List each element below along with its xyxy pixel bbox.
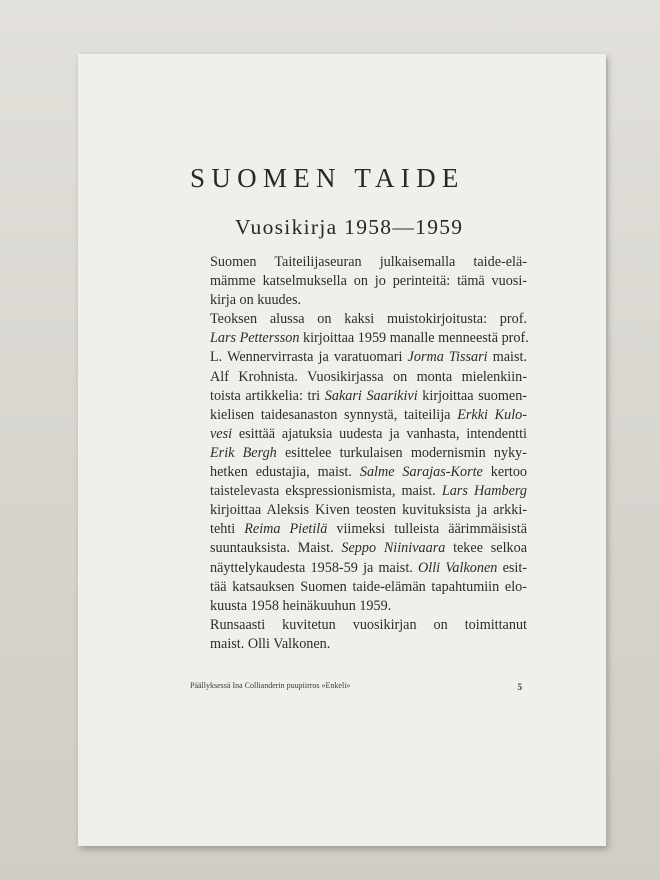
text-line (190, 310, 527, 329)
text-line (190, 387, 527, 406)
italic-name: Lars Pettersson (210, 330, 300, 347)
text-line (190, 559, 527, 578)
text-run: L. Wennervirrasta ja varatuomari (210, 349, 408, 366)
text-line (190, 635, 527, 654)
text-run: tekee selkoa (445, 540, 528, 557)
italic-name: Seppo Niinivaara (341, 540, 446, 557)
text-line (190, 463, 527, 482)
body-paragraph (190, 310, 527, 616)
text-run: suuntauksista. Maist. (210, 540, 342, 557)
text-run: Alf Krohnista. Vuosikirjassa on monta mielenkiin- (210, 368, 527, 385)
book-title: SUOMEN TAIDE (190, 163, 465, 193)
book-subtitle: Vuosikirja 1958—1959 (235, 215, 464, 239)
text-run: Teoksen alussa on kaksi muistokirjoitusta: prof. (210, 311, 527, 328)
text-line (190, 368, 527, 387)
italic-name: Lars Hamberg (441, 483, 528, 500)
text-run: mämme katselmuksella on jo perinteitä: tämä vuosi- (210, 273, 527, 290)
text-run: kielisen taidesanaston synnystä, taiteilija (210, 406, 458, 423)
text-run: maist. (487, 349, 527, 366)
text-run: viimeksi tulleista äärimmäisistä (327, 521, 527, 538)
italic-name: Sakari Saarikivi (324, 387, 418, 404)
text-line (190, 348, 527, 367)
body-paragraph (190, 253, 527, 310)
text-run: toista artikkelia: tri (210, 387, 325, 404)
italic-name: Olli Valkonen (418, 559, 498, 576)
text-run: hetken edustajia, maist. (210, 464, 360, 481)
italic-name: Erkki Kulo- (457, 406, 527, 423)
text-line (190, 578, 527, 597)
text-run: esit- (497, 559, 527, 576)
text-run: esittää ajatuksia uudesta ja vanhasta, intendentti (232, 425, 527, 442)
text-line (190, 597, 527, 616)
text-line (190, 253, 527, 272)
text-run: kirjoittaa Aleksis Kiven teosten kuvituksista ja arkki- (210, 502, 527, 519)
footer (190, 681, 522, 695)
description-text (190, 253, 527, 654)
text-run: kuusta 1958 heinäkuuhun 1959. (210, 597, 392, 614)
text-line (190, 444, 527, 463)
text-line (190, 616, 527, 635)
text-line (190, 520, 527, 539)
text-run: Suomen Taiteilijaseuran julkaisemalla taide-elä- (210, 254, 527, 270)
text-run: tehti (210, 521, 245, 538)
text-line (190, 425, 527, 444)
text-line (190, 291, 527, 310)
text-run: maist. Olli Valkonen. (210, 635, 331, 652)
text-run: kirjoittaa suomen- (417, 387, 528, 404)
text-run: taistelevasta ekspressionismista, maist. (210, 483, 442, 500)
text-line (190, 272, 527, 291)
text-line (190, 329, 527, 348)
text-run: kertoo (482, 464, 528, 481)
text-line (190, 539, 527, 558)
text-run: kirja on kuudes. (210, 292, 302, 309)
cover-credit-note: Päällyksessä Ina Collianderin puupiirros »Enkeli» (190, 681, 351, 690)
text-run: tää katsauksen Suomen taide-elämän tapahtumiin elo- (210, 578, 527, 595)
text-run: näyttelykaudesta 1958-59 ja maist. (210, 559, 419, 576)
text-line (190, 406, 527, 425)
page-number: 5 (517, 682, 522, 692)
italic-name: Reima Pietilä (244, 521, 328, 538)
text-run: Runsaasti kuvitetun vuosikirjan on toimittanut (210, 616, 527, 633)
italic-name: Erik Bergh (210, 444, 277, 461)
body-paragraph (190, 616, 527, 654)
italic-name: Jorma Tissari (407, 349, 488, 366)
italic-name: Salme Sarajas-Korte (359, 464, 483, 481)
italic-name: vesi (210, 425, 233, 442)
text-line (190, 501, 527, 520)
text-run: kirjoittaa 1959 manalle menneestä prof. (299, 330, 529, 347)
text-run: esittelee turkulaisen modernismin nyky- (276, 444, 527, 461)
text-line (190, 482, 527, 501)
